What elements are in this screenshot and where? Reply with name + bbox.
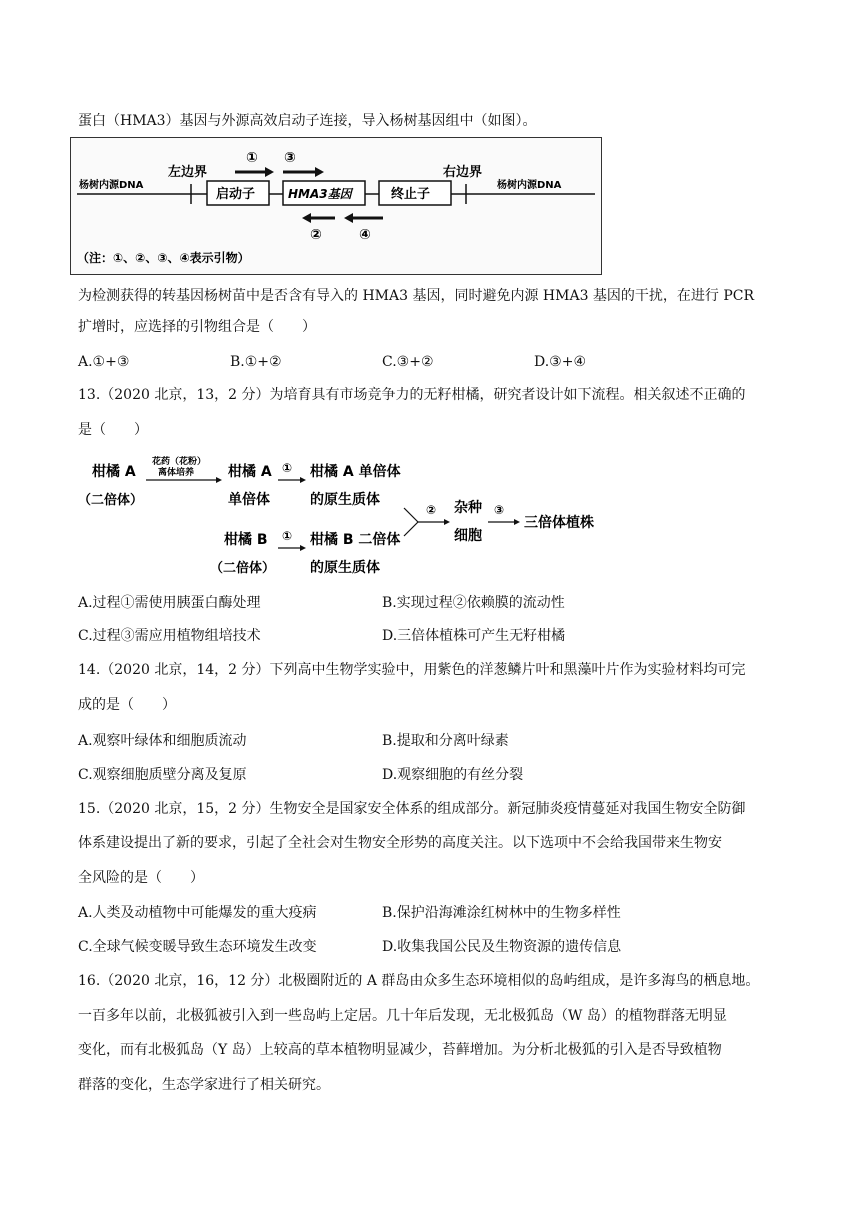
flow-b-proto-2: 的原生质体 bbox=[310, 560, 380, 576]
q12-stem-line2: 扩增时，应选择的引物组合是（ ） bbox=[78, 319, 316, 335]
flow-a-hap-1: 柑橘 A bbox=[228, 464, 272, 480]
primer-1-label: ① bbox=[246, 150, 258, 166]
q13-option-c[interactable]: C.过程③需应用植物组培技术 bbox=[78, 628, 261, 644]
q15-option-d[interactable]: D.收集我国公民及生物资源的遗传信息 bbox=[382, 939, 622, 955]
flow-b-proto-1: 柑橘 B 二倍体 bbox=[310, 532, 401, 548]
flow-culture-top: 花药（花粉） bbox=[152, 457, 207, 467]
q13-stem-line1: 13.（2020 北京，13，2 分）为培育具有市场竞争力的无籽柑橘，研究者设计如下流程。相关叙述不正确的 bbox=[78, 387, 746, 403]
q12-option-c[interactable]: C.③+② bbox=[382, 354, 434, 370]
q16-line4: 群落的变化，生态学家进行了相关研究。 bbox=[78, 1077, 330, 1093]
flow-step2: ② bbox=[426, 503, 437, 517]
q14-option-d[interactable]: D.观察细胞的有丝分裂 bbox=[382, 767, 524, 783]
flow-a-proto-2: 的原生质体 bbox=[310, 492, 380, 508]
q14-stem-line1: 14.（2020 北京，14，2 分）下列高中生物学实验中，用紫色的洋葱鳞片叶和黑藻叶片作为实验材料均可完 bbox=[78, 662, 746, 678]
q12-option-b[interactable]: B.①+② bbox=[230, 354, 282, 370]
left-border-label: 左边界 bbox=[168, 165, 208, 180]
flow-hybrid-2: 细胞 bbox=[454, 528, 482, 544]
flow-a-proto-1: 柑橘 A 单倍体 bbox=[310, 464, 401, 480]
gene-label: HMA3基因 bbox=[288, 187, 352, 201]
figure-note: （注：①、②、③、④表示引物） bbox=[77, 251, 250, 265]
q15-option-c[interactable]: C.全球气候变暖导致生态环境发生改变 bbox=[78, 939, 317, 955]
q13-stem-line2: 是（ ） bbox=[78, 422, 148, 438]
q15-stem-line2: 体系建设提出了新的要求，引起了全社会对生物安全形势的高度关注。以下选项中不会给我国带来生物安 bbox=[78, 835, 722, 851]
citrus-flowchart bbox=[78, 450, 638, 590]
flow-b-name: 柑橘 B bbox=[224, 532, 268, 548]
q14-option-c[interactable]: C.观察细胞质壁分离及复原 bbox=[78, 767, 247, 783]
flow-step1: ① bbox=[282, 461, 293, 475]
q14-stem-line2: 成的是（ ） bbox=[78, 697, 176, 713]
terminator-label: 终止子 bbox=[391, 187, 431, 202]
flow-result: 三倍体植株 bbox=[524, 515, 594, 531]
q15-option-a[interactable]: A.人类及动植物中可能爆发的重大疫病 bbox=[78, 905, 317, 921]
q12-stem-line1: 为检测获得的转基因杨树苗中是否含有导入的 HMA3 基因，同时避免内源 HMA3 基因的干扰，在进行 PCR bbox=[78, 288, 755, 304]
primer-3-label: ③ bbox=[284, 150, 296, 166]
q16-line3: 变化，而有北极狐岛（Y 岛）上较高的草本植物明显减少，苔藓增加。为分析北极狐的引入是否导致植物 bbox=[78, 1042, 722, 1058]
q14-option-a[interactable]: A.观察叶绿体和细胞质流动 bbox=[78, 733, 247, 749]
flow-hybrid-1: 杂种 bbox=[454, 500, 482, 516]
q13-option-d[interactable]: D.三倍体植株可产生无籽柑橘 bbox=[382, 628, 566, 644]
right-dna-label: 杨树内源DNA bbox=[497, 180, 562, 191]
flow-a-ploidy: （二倍体） bbox=[78, 493, 144, 508]
q15-stem-line1: 15.（2020 北京，15，2 分）生物安全是国家安全体系的组成部分。新冠肺炎疫情蔓延对我国生物安全防御 bbox=[78, 801, 746, 817]
q13-option-a[interactable]: A.过程①需使用胰蛋白酶处理 bbox=[78, 595, 261, 611]
q12-option-a[interactable]: A.①+③ bbox=[78, 354, 130, 370]
flow-step1b: ① bbox=[282, 529, 293, 543]
flow-step3: ③ bbox=[494, 503, 505, 517]
q16-line2: 一百多年以前，北极狐被引入到一些岛屿上定居。几十年后发现，无北极狐岛（W 岛）的植物群落无明显 bbox=[78, 1008, 727, 1024]
primer-2-label: ② bbox=[310, 227, 322, 243]
flow-b-ploidy: （二倍体） bbox=[210, 561, 276, 576]
primer-diagram bbox=[70, 137, 602, 275]
q15-stem-line3: 全风险的是（ ） bbox=[78, 870, 204, 886]
q15-option-b[interactable]: B.保护沿海滩涂红树林中的生物多样性 bbox=[382, 905, 621, 921]
left-dna-label: 杨树内源DNA bbox=[79, 180, 144, 191]
primer-4-label: ④ bbox=[359, 227, 371, 243]
q14-option-b[interactable]: B.提取和分离叶绿素 bbox=[382, 733, 509, 749]
right-border-label: 右边界 bbox=[443, 165, 483, 180]
flow-a-name: 柑橘 A bbox=[92, 464, 136, 480]
q16-line1: 16.（2020 北京，16，12 分）北极圈附近的 A 群岛由众多生态环境相似的岛屿组成，是许多海鸟的栖息地。 bbox=[78, 973, 760, 989]
q13-option-b[interactable]: B.实现过程②依赖膜的流动性 bbox=[382, 595, 565, 611]
promoter-label: 启动子 bbox=[216, 187, 256, 202]
q12-option-d[interactable]: D.③+④ bbox=[534, 354, 587, 370]
flow-culture-bottom: 离体培养 bbox=[158, 468, 195, 478]
flow-a-hap-2: 单倍体 bbox=[228, 492, 270, 508]
q12-intro: 蛋白（HMA3）基因与外源高效启动子连接，导入杨树基因组中（如图）。 bbox=[78, 113, 537, 129]
